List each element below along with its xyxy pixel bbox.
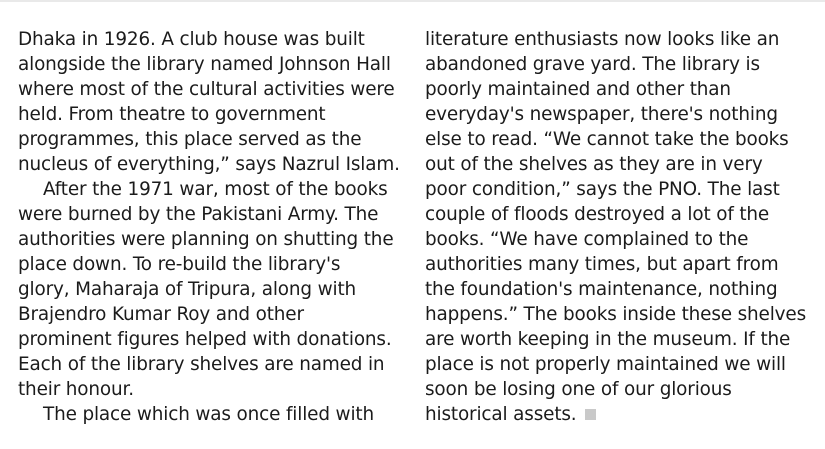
- text-line: couple of floods destroyed a lot of the: [425, 204, 770, 225]
- text-line: place down. To re-build the library's: [18, 254, 341, 275]
- paragraph-start-line: After the 1971 war, most of the books: [43, 179, 388, 200]
- text-line: soon be losing one of our glorious: [425, 379, 732, 400]
- text-line: else to read. “We cannot take the books: [425, 129, 789, 150]
- text-line: are worth keeping in the museum. If the: [425, 329, 791, 350]
- text-line: Each of the library shelves are named in: [18, 354, 385, 375]
- text-line: their honour.: [18, 379, 134, 400]
- text-line: books. “We have complained to the: [425, 229, 749, 250]
- end-of-article-square-icon: [585, 409, 596, 420]
- text-line: held. From theatre to government: [18, 104, 326, 125]
- text-line: abandoned grave yard. The library is: [425, 54, 760, 75]
- text-line: were burned by the Pakistani Army. The: [18, 204, 379, 225]
- last-text-line: [425, 402, 815, 427]
- text-line: out of the shelves as they are in very: [425, 154, 763, 175]
- right-column: [425, 27, 815, 427]
- text-line: prominent figures helped with donations.: [18, 329, 392, 350]
- text-line: poor condition,” says the PNO. The last: [425, 179, 780, 200]
- text-line: nucleus of everything,” says Nazrul Islam.: [18, 154, 400, 175]
- text-line: programmes, this place served as the: [18, 129, 362, 150]
- text-line: glory, Maharaja of Tripura, along with: [18, 279, 357, 300]
- paragraph-start-line: The place which was once filled with: [43, 404, 374, 425]
- text-line: happens.” The books inside these shelves: [425, 304, 807, 325]
- text-line: literature enthusiasts now looks like an: [425, 29, 780, 50]
- text-line: place is not properly maintained we will: [425, 354, 786, 375]
- text-line: alongside the library named Johnson Hall: [18, 54, 391, 75]
- text-line: Dhaka in 1926. A club house was built: [18, 29, 365, 50]
- text-line: the foundation's maintenance, nothing: [425, 279, 778, 300]
- text-line: everyday's newspaper, there's nothing: [425, 104, 778, 125]
- text-line: Brajendro Kumar Roy and other: [18, 304, 304, 325]
- last-line-text: historical assets.: [425, 404, 577, 425]
- text-line: authorities were planning on shutting the: [18, 229, 394, 250]
- text-line: authorities many times, but apart from: [425, 254, 779, 275]
- text-line: where most of the cultural activities were: [18, 79, 395, 100]
- left-column: [18, 27, 410, 427]
- text-line: poorly maintained and other than: [425, 79, 731, 100]
- top-edge-divider: [0, 0, 825, 2]
